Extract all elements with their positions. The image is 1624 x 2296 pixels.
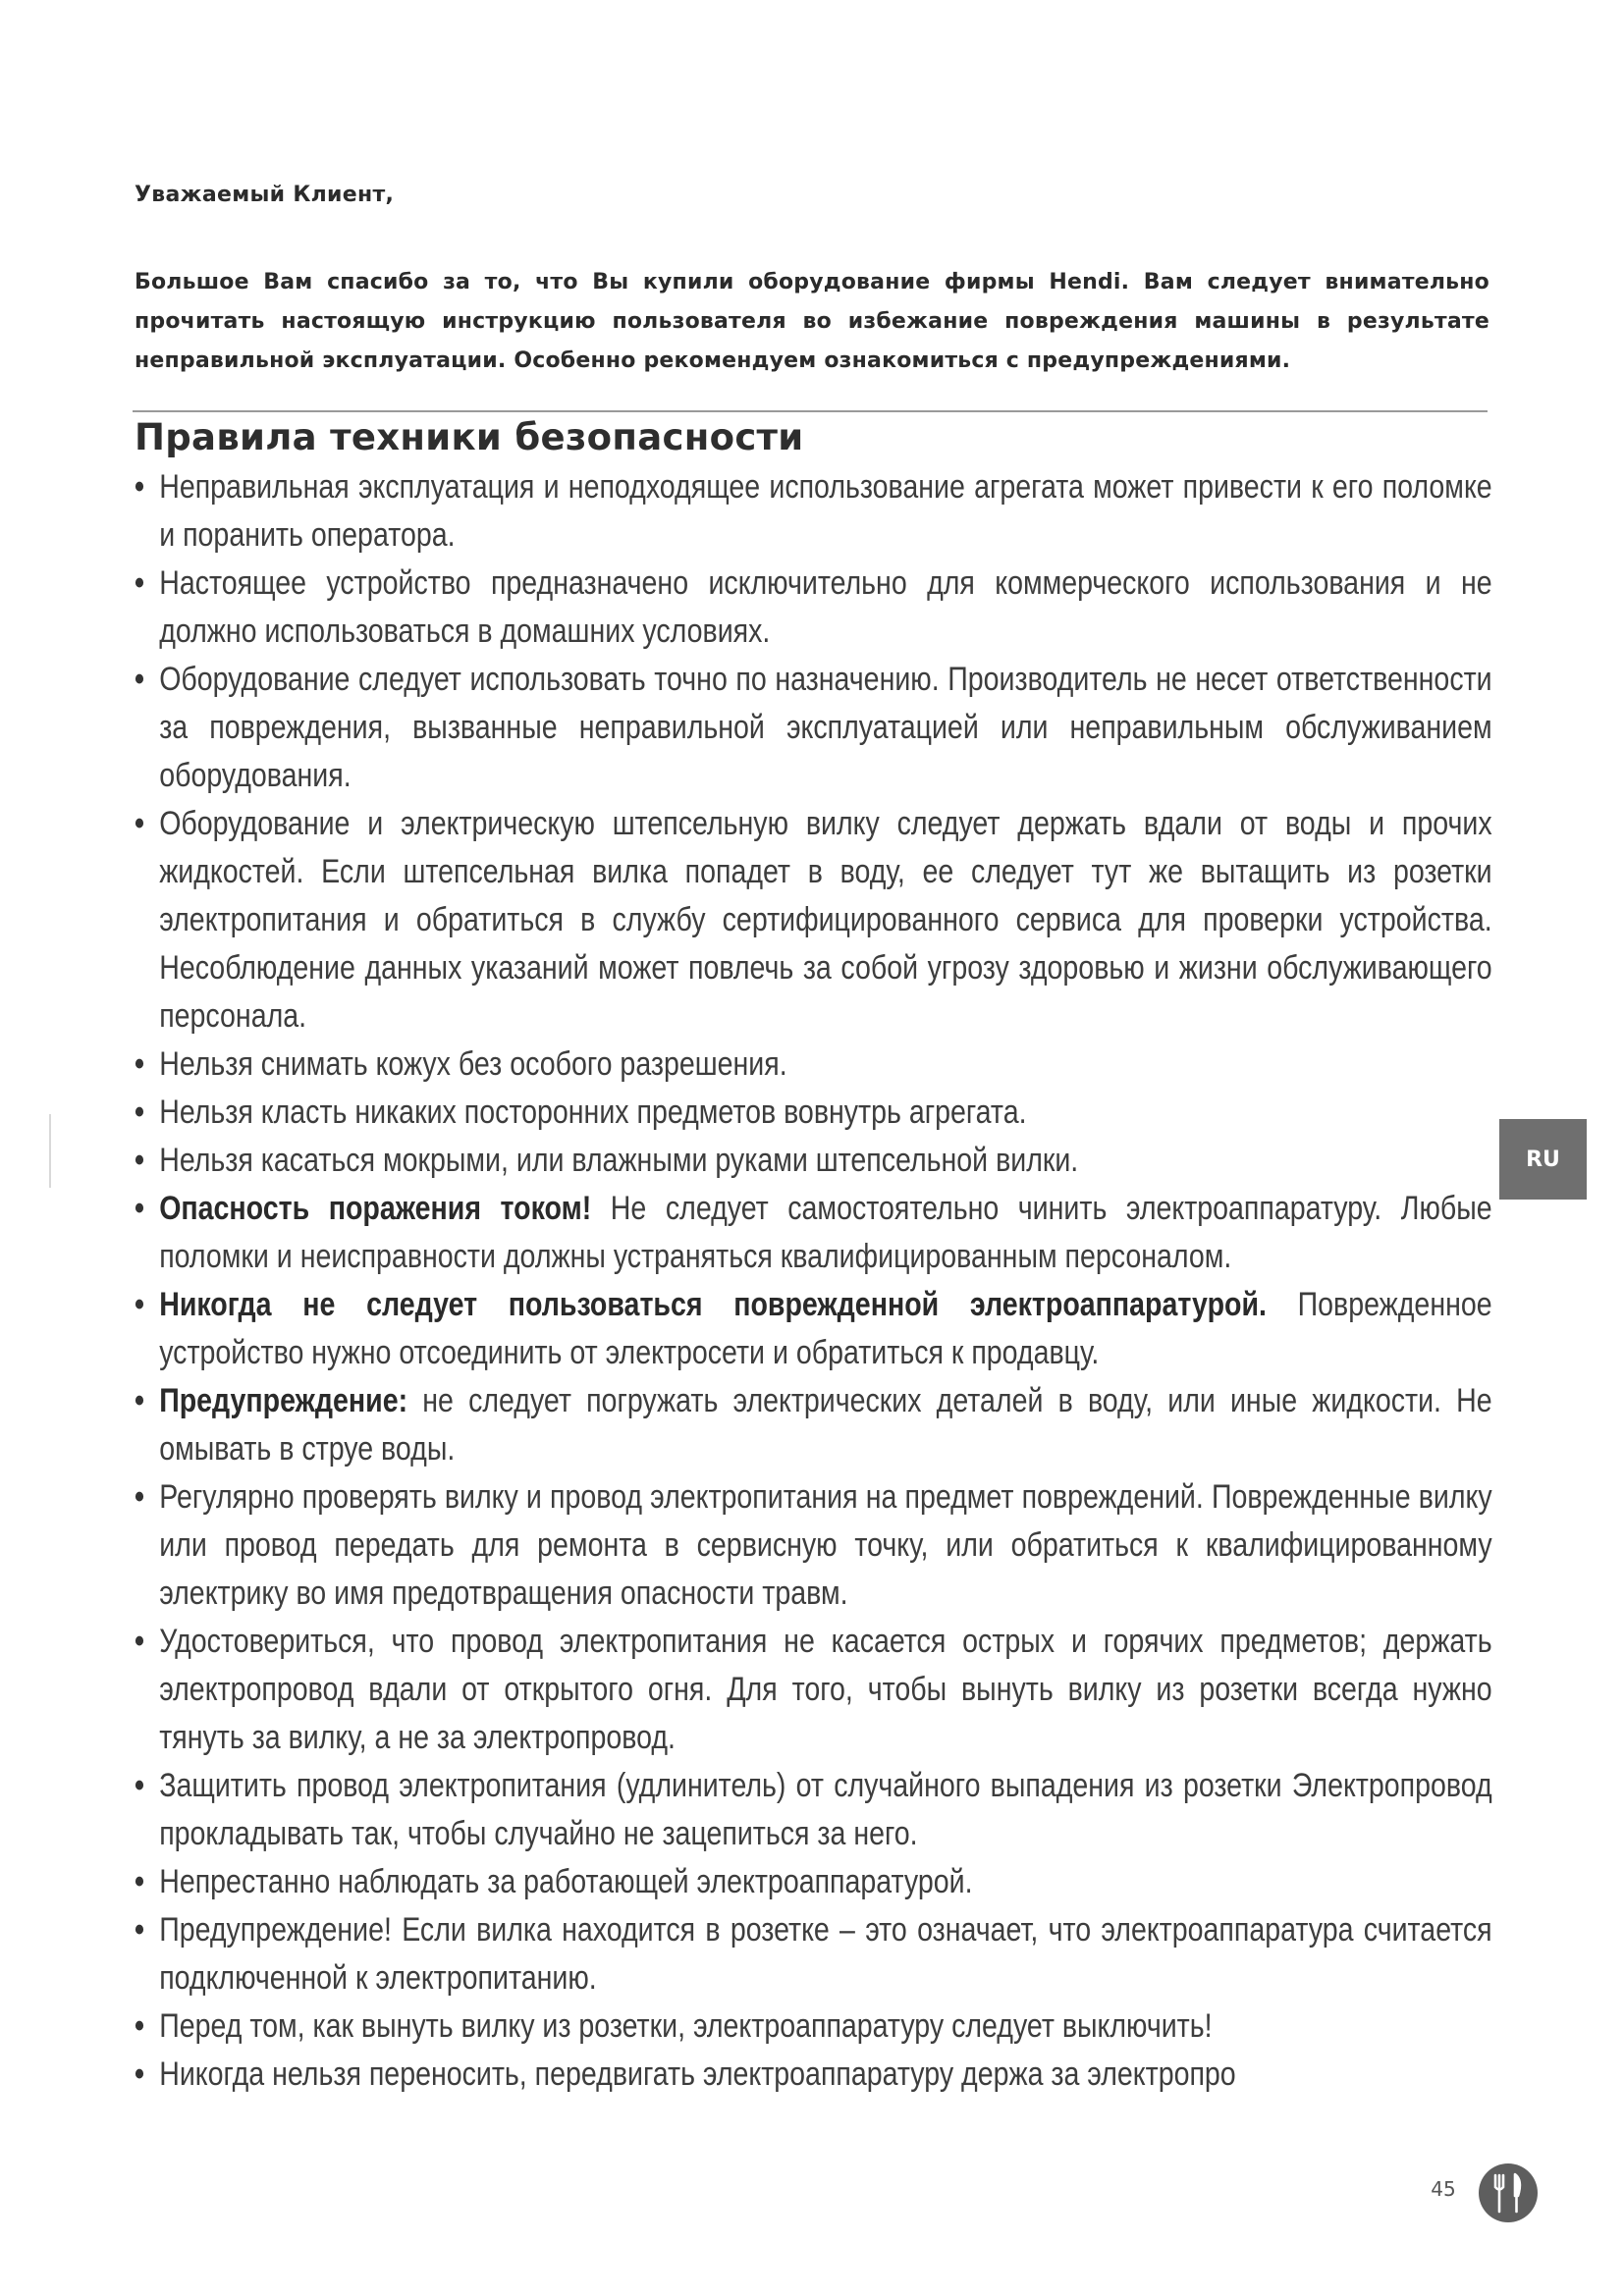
cutlery-logo-icon	[1478, 2163, 1539, 2223]
bullet-icon: •	[135, 1094, 145, 1131]
rule-item	[135, 1281, 1492, 1377]
bullet-icon: •	[135, 1382, 145, 1419]
greeting: Уважаемый Клиент,	[135, 183, 395, 207]
rule-item	[135, 2002, 1492, 2051]
bullet-icon: •	[135, 1767, 145, 1804]
rule-text: Оборудование следует использовать точно по назначению. Производитель не несет ответственности за повреждения, вызванные неправильной эксплуатацией или неправильным обслуживанием оборудования.	[159, 661, 1492, 794]
bullet-icon: •	[135, 1478, 145, 1516]
rule-text: Регулярно проверять вилку и провод электропитания на предмет повреждений. Поврежденные вилку или провод передать для ремонта в сервисную точку, или обратиться к квалифицированному электрику во имя предотвращения опасности травм.	[159, 1478, 1492, 1612]
rule-item	[135, 1089, 1492, 1137]
rule-text: Не следует самостоятельно чинить электроаппаратуру. Любые поломки и неисправности должны устраняться квалифицированным персоналом.	[159, 1190, 1492, 1275]
section-heading: Правила техники безопасности	[135, 416, 804, 458]
rule-item	[135, 1618, 1492, 1762]
rule-text: Нельзя снимать кожух без особого разрешения.	[159, 1045, 787, 1083]
rule-text: Нельзя класть никаких посторонних предметов вовнутрь агрегата.	[159, 1094, 1027, 1131]
bullet-icon: •	[135, 2056, 145, 2093]
rule-emphasis: Опасность поражения током!	[159, 1190, 592, 1227]
bullet-icon: •	[135, 468, 145, 506]
rule-item	[135, 2051, 1492, 2099]
rule-text: Настоящее устройство предназначено исключительно для коммерческого использования и не должно использоваться в домашних условиях.	[159, 564, 1492, 650]
bullet-icon: •	[135, 805, 145, 842]
bullet-icon: •	[135, 1623, 145, 1660]
safety-rules-list	[135, 463, 1492, 2099]
bullet-icon: •	[135, 1190, 145, 1227]
margin-line	[49, 1114, 51, 1188]
rule-emphasis: Предупреждение:	[159, 1382, 408, 1419]
page-number: 45	[1431, 2177, 1456, 2201]
rule-text: Никогда нельзя переносить, передвигать электроаппаратуру держа за электропро	[159, 2056, 1236, 2093]
rule-text: Неправильная эксплуатация и неподходящее использование агрегата может привести к его поломке и поранить оператора.	[159, 468, 1492, 554]
rule-item	[135, 656, 1492, 800]
rule-text: Поврежденное устройство нужно отсоединить от электросети и обратиться к продавцу.	[159, 1286, 1492, 1371]
rule-text: Предупреждение! Если вилка находится в розетке – это означает, что электроаппаратура считается подключенной к электропитанию.	[159, 1911, 1492, 1997]
bullet-icon: •	[135, 661, 145, 698]
rule-item	[135, 800, 1492, 1041]
bullet-icon: •	[135, 1286, 145, 1323]
rule-item	[135, 560, 1492, 656]
bullet-icon: •	[135, 1045, 145, 1083]
rule-item	[135, 1041, 1492, 1089]
bullet-icon: •	[135, 2007, 145, 2045]
rule-text: Оборудование и электрическую штепсельную вилку следует держать вдали от воды и прочих жидкостей. Если штепсельная вилка попадет в воду, ее следует тут же вытащить из розетки электропитания и обратиться в службу сертифицированного сервиса для проверки устройства. Несоблюдение данных указаний может повлечь за собой угрозу здоровью и жизни обслуживающего персонала.	[159, 805, 1492, 1035]
rule-item	[135, 1762, 1492, 1858]
rule-item	[135, 1137, 1492, 1185]
rule-item	[135, 1858, 1492, 1906]
rule-text: Непрестанно наблюдать за работающей электроаппаратурой.	[159, 1863, 973, 1900]
rule-item	[135, 1906, 1492, 2002]
bullet-icon: •	[135, 564, 145, 602]
section-divider	[133, 410, 1488, 412]
rule-item	[135, 463, 1492, 560]
intro-paragraph: Большое Вам спасибо за то, что Вы купили оборудование фирмы Hendi. Вам следует внимательно прочитать настоящую инструкцию пользователя во избежание повреждения машины в результате неправильной эксплуатации. Особенно рекомендуем ознакомиться с предупреждениями.	[135, 270, 1489, 373]
rule-item	[135, 1473, 1492, 1618]
bullet-icon: •	[135, 1863, 145, 1900]
rule-item	[135, 1185, 1492, 1281]
bullet-icon: •	[135, 1911, 145, 1949]
language-tab: RU	[1499, 1119, 1587, 1200]
rule-text: Защитить провод электропитания (удлинитель) от случайного выпадения из розетки Электропровод прокладывать так, чтобы случайно не зацепиться за него.	[159, 1767, 1492, 1852]
rule-text: Перед том, как вынуть вилку из розетки, электроаппаратуру следует выключить!	[159, 2007, 1213, 2045]
rule-text: Удостовериться, что провод электропитания не касается острых и горячих предметов; держать электропровод вдали от открытого огня. Для того, чтобы вынуть вилку из розетки всегда нужно тянуть за вилку, а не за электропровод.	[159, 1623, 1492, 1756]
rule-item	[135, 1377, 1492, 1473]
rule-text: Нельзя касаться мокрыми, или влажными руками штепсельной вилки.	[159, 1142, 1079, 1179]
bullet-icon: •	[135, 1142, 145, 1179]
rule-emphasis: Никогда не следует пользоваться поврежденной электроаппаратурой.	[159, 1286, 1267, 1323]
rule-text: не следует погружать электрических деталей в воду, или иные жидкости. Не омывать в струе воды.	[159, 1382, 1492, 1468]
